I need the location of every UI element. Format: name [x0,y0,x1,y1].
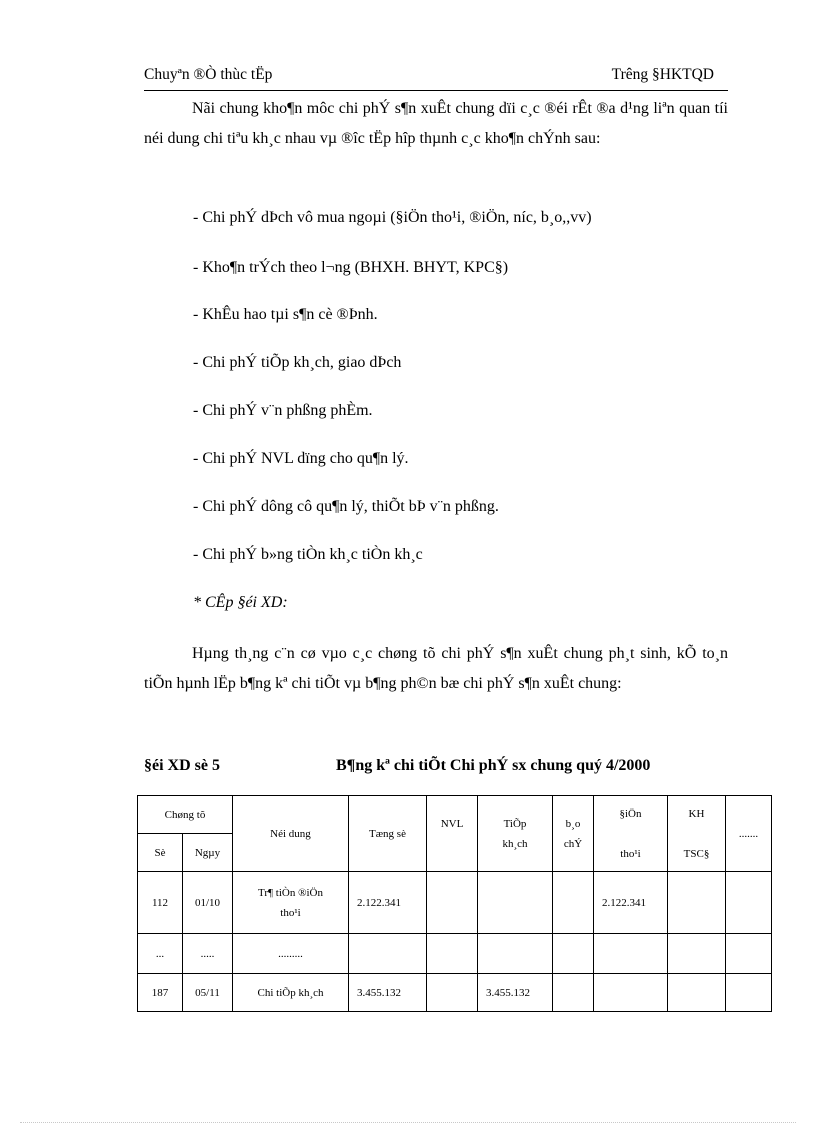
header-text: kh¸ch [502,837,528,850]
header-text: TSC§ [683,847,710,860]
expense-detail-table [137,795,772,1012]
header-cell-dien-thoai [594,796,668,872]
header-cell-bao-chi [553,796,594,872]
cell-noi-dung: Chi tiÕp kh¸ch [233,974,349,1012]
header-text: chÝ [563,837,583,850]
table-row [138,872,772,934]
cell-nvl [427,974,478,1012]
bullet-item: - Kho¶n trÝch theo l¬ng (BHXH. BHYT, KPC§) [193,259,509,276]
cell-ngay: 05/11 [183,974,233,1012]
bullet-item: - Chi phÝ b»ng tiÒn kh¸c tiÒn kh¸c [193,546,423,563]
header-text: b¸o [565,817,581,830]
cell-more [726,974,772,1012]
header-text: KH [688,807,705,820]
cell-so: ... [138,934,183,974]
header-text: §iÖn [619,807,642,820]
cell-tiep-khach [478,872,553,934]
cell-tong-so: 3.455.132 [349,974,427,1012]
header-institution: Trêng §HKTQD [611,66,714,83]
cell-nvl [427,934,478,974]
intro-paragraph [144,94,728,154]
cell-text: tho¹i [280,906,301,919]
page-header [144,62,728,91]
cell-kh-tscd [668,934,726,974]
header-cell-chung-tu: Chøng tõ [138,796,233,834]
table-row [138,974,772,1012]
cell-dien-thoai [594,974,668,1012]
bullet-item: - Chi phÝ v¨n phßng phÈm. [193,402,373,419]
cell-bao-chi [553,934,594,974]
header-cell-more: ....... [726,796,772,872]
table-row [138,934,772,974]
cell-more [726,934,772,974]
header-cell-ngay: Ngµy [183,834,233,872]
cell-dien-thoai [594,934,668,974]
cell-dien-thoai: 2.122.341 [594,872,668,934]
cell-tong-so [349,934,427,974]
bullet-item: - Chi phÝ dÞch vô mua ngoµi (§iÖn tho¹i, ®iÖn, níc, b¸o,,vv) [193,209,592,226]
bullet-item: - Chi phÝ NVL dïng cho qu¶n lý. [193,450,409,467]
header-cell-so: Sè [138,834,183,872]
cell-noi-dung [233,872,349,934]
cell-so: 187 [138,974,183,1012]
cell-text: Tr¶ tiÒn ®iÖn [258,886,323,899]
body-text: Hµng th¸ng c¨n cø vµo c¸c chøng tõ chi phÝ s¶n xuÊt chung ph¸t sinh, kÕ to¸n tiÕn hµnh lËp b¶ng kª chi tiÕt vµ b¶ng ph©n bæ chi phÝ s¶n xuÊt chung: [144,645,728,692]
table-team-label: §éi XD sè 5 [144,757,220,774]
header-cell-tiep-khach [478,796,553,872]
cell-so: 112 [138,872,183,934]
intro-text: Nãi chung kho¶n môc chi phÝ s¶n xuÊt chung dïi c¸c ®éi rÊt ®a d¹ng liªn quan tíi néi dung chi tiªu kh¸c nhau vµ ®îc tËp hîp thµnh c¸c kho¶n chÝnh sau: [144,100,728,147]
header-cell-tong-so: Tæng sè [349,796,427,872]
header-cell-nvl: NVL [427,796,478,872]
header-text: TiÕp [503,817,527,830]
cell-kh-tscd [668,872,726,934]
section-heading: * CÊp §éi XD: [193,594,288,611]
cell-tiep-khach [478,934,553,974]
cell-ngay: 01/10 [183,872,233,934]
cell-tong-so: 2.122.341 [349,872,427,934]
body-paragraph [144,639,728,699]
cell-more [726,872,772,934]
bullet-item: - Chi phÝ dông cô qu¶n lý, thiÕt bÞ v¨n phßng. [193,498,499,515]
header-cell-noi-dung: Néi dung [233,796,349,872]
cell-ngay: ..... [183,934,233,974]
cell-nvl [427,872,478,934]
cell-tiep-khach: 3.455.132 [478,974,553,1012]
bullet-item: - Chi phÝ tiÕp kh¸ch, giao dÞch [193,354,402,371]
cell-bao-chi [553,974,594,1012]
header-text: tho¹i [620,847,641,860]
header-title: Chuyªn ®Ò thùc tËp [144,66,273,83]
cell-bao-chi [553,872,594,934]
cell-noi-dung: ......... [233,934,349,974]
bullet-item: - KhÊu hao tµi s¶n cè ®Þnh. [193,306,378,323]
cell-kh-tscd [668,974,726,1012]
table-title: B¶ng kª chi tiÕt Chi phÝ sx chung quý 4/2000 [336,757,651,774]
header-cell-kh-tscd [668,796,726,872]
